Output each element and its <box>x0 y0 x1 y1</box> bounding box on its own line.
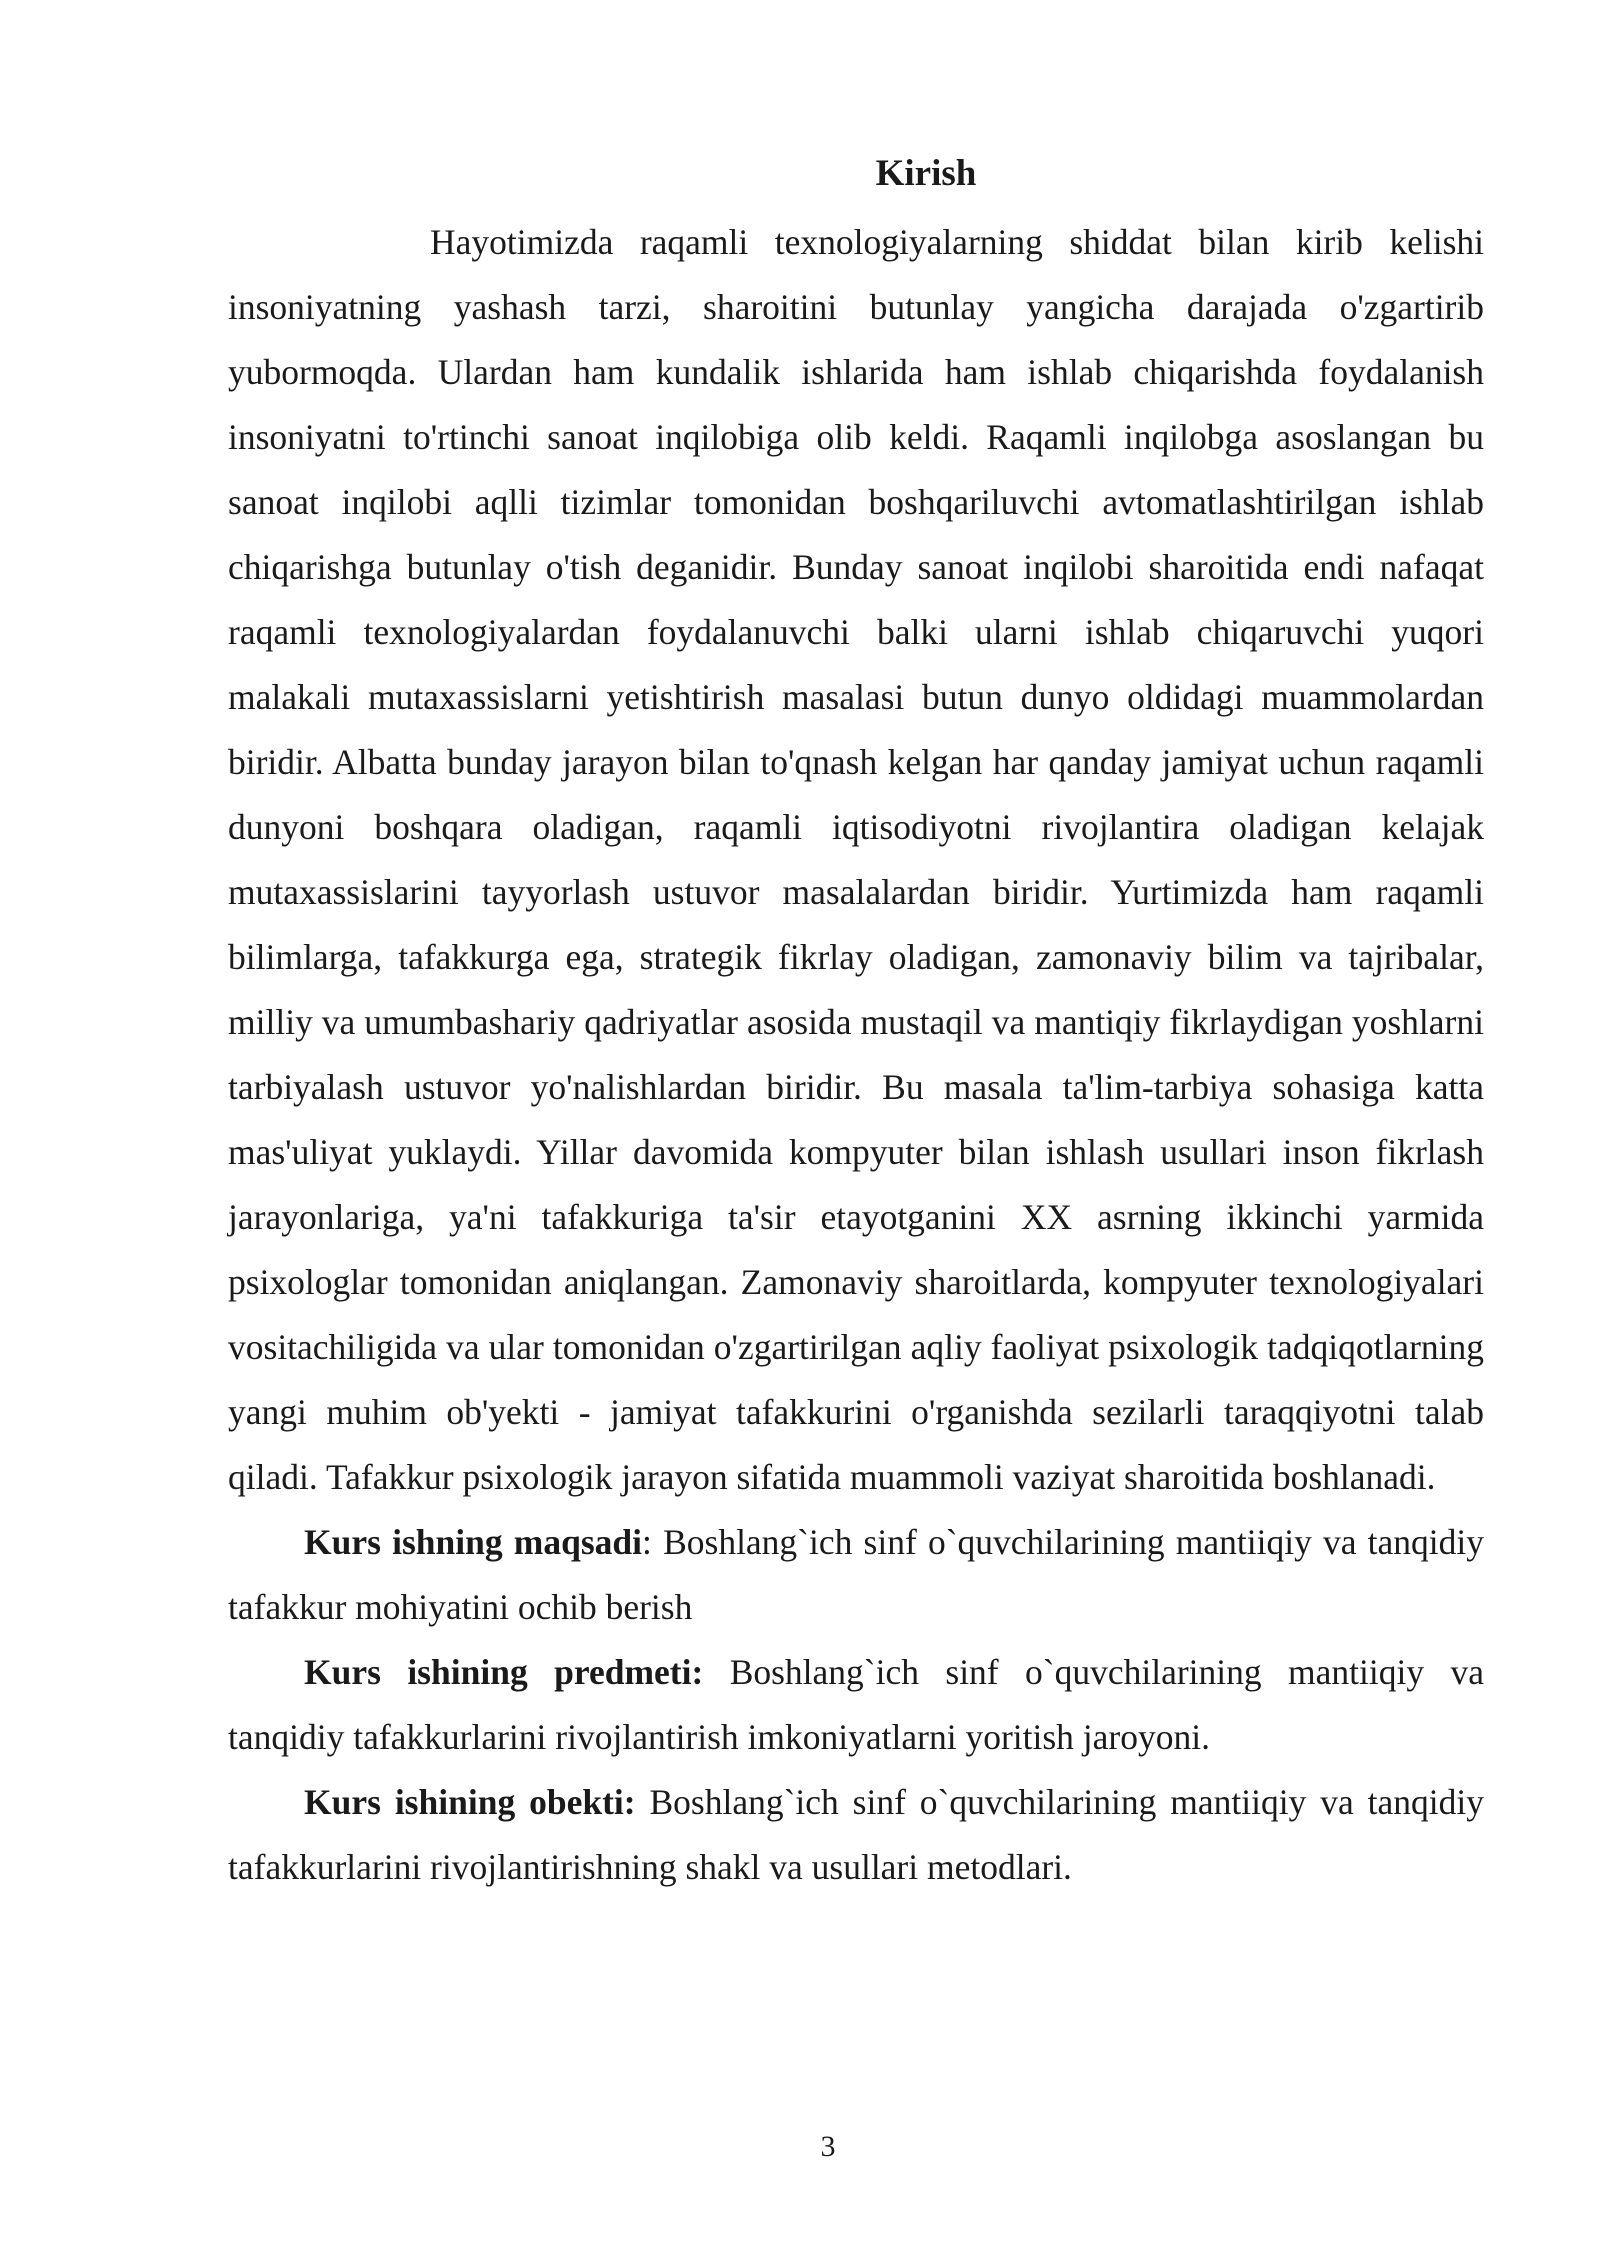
section-subject-label: Kurs ishining predmeti: <box>304 1652 704 1692</box>
section-goal <box>228 1510 1484 1640</box>
section-object-text: Boshlang`ich sinf o`quvchilarining mantiiqiy va tanqidiy tafakkurlarini rivojlantirishning shakl va usullari metodlari. <box>228 1782 1484 1887</box>
section-object <box>228 1770 1484 1900</box>
page-title: Kirish <box>875 153 977 194</box>
section-goal-text: Boshlang`ich sinf o`quvchilarining mantiiqiy va tanqidiy tafakkur mohiyatini ochib berish <box>228 1522 1485 1627</box>
intro-paragraph: Hayotimizda raqamli texnologiyalarning shiddat bilan kirib kelishi insoniyatning yashash tarzi, sharoitini butunlay yangicha darajada o'zgartirib yubormoqda. Ulardan ham kundalik ishlarida ham ishlab chiqarishda foydalanish insoniyatni to'rtinchi sanoat inqilobiga olib keldi. Raqamli inqilobga asoslangan bu sanoat inqilobi aqlli tizimlar tomonidan boshqariluvchi avtomatlashtirilgan ishlab chiqarishga butunlay o'tish deganidir. Bunday sanoat inqilobi sharoitida endi nafaqat raqamli texnologiyalardan foydalanuvchi balki ularni ishlab chiqaruvchi yuqori malakali mutaxassislarni yetishtirish masalasi butun dunyo oldidagi muammolardan biridir. Albatta bunday jarayon bilan to'qnash kelgan har qanday jamiyat uchun raqamli dunyoni boshqara oladigan, raqamli iqtisodiyotni rivojlantira oladigan kelajak mutaxassislarini tayyorlash ustuvor masalalardan biridir. Yurtimizda ham raqamli bilimlarga, tafakkurga ega, strategik fikrlay oladigan, zamonaviy bilim va tajribalar, milliy va umumbashariy qadriyatlar asosida mustaqil va mantiqiy fikrlaydigan yoshlarni tarbiyalash ustuvor yo'nalishlardan biridir. Bu masala ta'lim-tarbiya sohasiga katta mas'uliyat yuklaydi. Yillar davomida kompyuter bilan ishlash usullari inson fikrlash jarayonlariga, ya'ni tafakkuriga ta'sir etayotganini XX asrning ikkinchi yarmida psixologlar tomonidan aniqlangan. Zamonaviy sharoitlarda, kompyuter texnologiyalari vositachiligida va ular tomonidan o'zgartirilgan aqliy faoliyat psixologik tadqiqotlarning yangi muhim ob'yekti - jamiyat tafakkurini o'rganishda sezilarli taraqqiyotni talab qiladi. Tafakkur psixologik jarayon sifatida muammoli vaziyat sharoitida boshlanadi. <box>228 222 1484 1497</box>
section-subject-text: Boshlang`ich sinf o`quvchilarining mantiiqiy va tanqidiy tafakkurlarini rivojlantirish imkoniyatlarni yoritish jaroyoni. <box>228 1652 1484 1757</box>
section-goal-separator: : <box>642 1522 652 1562</box>
section-object-label: Kurs ishining obekti: <box>304 1782 636 1822</box>
section-goal-label: Kurs ishning maqsadi <box>304 1522 643 1562</box>
section-subject <box>228 1640 1484 1770</box>
page-number: 3 <box>820 2130 836 2163</box>
document-page <box>228 148 1484 1900</box>
